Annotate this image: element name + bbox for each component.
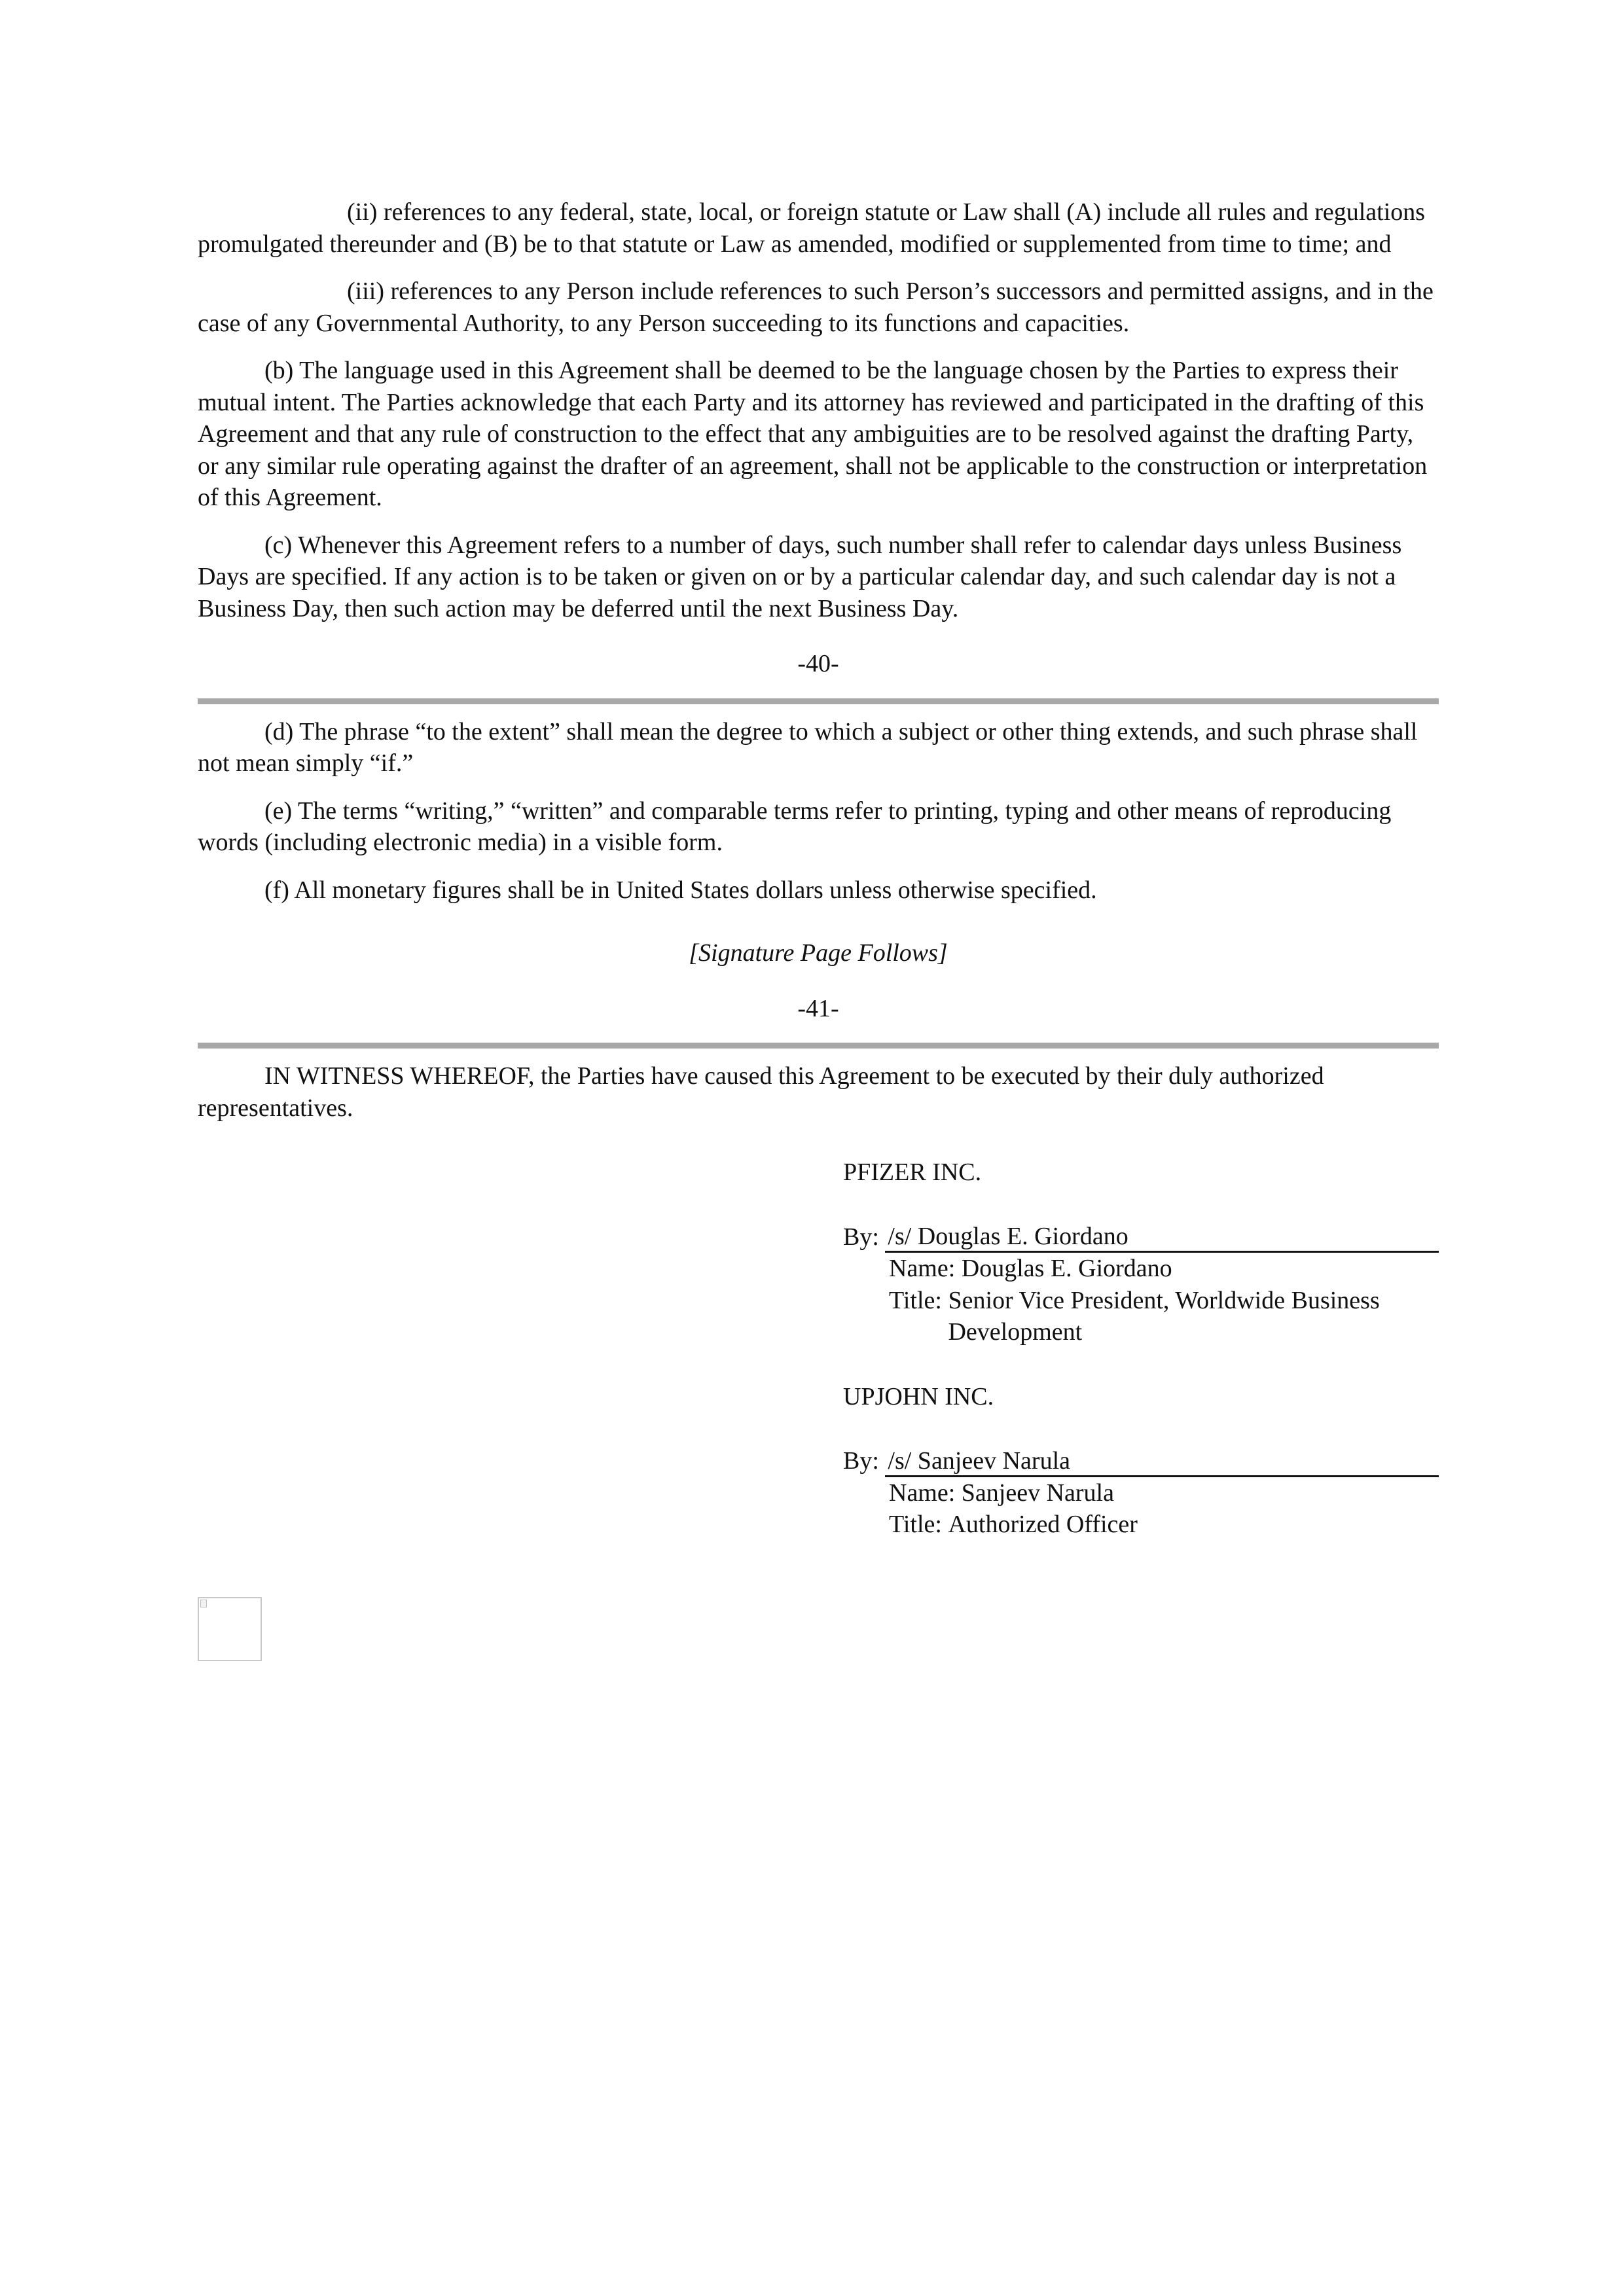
page-number-40: -40- [797, 650, 839, 677]
signatory-title: Senior Vice President, Worldwide Business Development [948, 1286, 1380, 1346]
signature-text: /s/ Sanjeev Narula [885, 1446, 1439, 1477]
signatory-details [843, 1477, 1439, 1541]
signatory-name: Name: Sanjeev Narula [889, 1479, 1114, 1507]
clause-paragraph-e: (e) The terms “writing,” “written” and comparable terms refer to printing, typing and other means of reproducing words (including electronic media) in a visible form. [198, 797, 1392, 856]
signatory-details [843, 1253, 1439, 1348]
company-name: UPJOHN INC. [843, 1382, 994, 1410]
clause-item-iii: (iii) references to any Person include references to such Person’s successors and permitted assigns, and in the case of any Governmental Authority, to any Person succeeding to its functions and capacities. [198, 278, 1434, 337]
signature-block-upjohn [843, 1381, 1439, 1541]
witness-statement: IN WITNESS WHEREOF, the Parties have caused this Agreement to be executed by their duly authorized representatives. [198, 1062, 1324, 1122]
signatory-name: Name: Douglas E. Giordano [889, 1255, 1172, 1282]
clause-paragraph-b: (b) The language used in this Agreement shall be deemed to be the language chosen by the Parties to express their mutual intent. The Parties acknowledge that each Party and its attorney has reviewed and participated in the drafting of this Agreement and that any rule of construction to the effect that any ambiguities are to be resolved against the drafting Party, or any similar rule operating against the drafter of an agreement, shall not be applicable to the construction or interpretation of this Agreement. [198, 357, 1428, 511]
signature-page-follows: [Signature Page Follows] [689, 939, 948, 967]
clause-item-ii: (ii) references to any federal, state, local, or foreign statute or Law shall (A) include all rules and regulations promulgated thereunder and (B) be to that statute or Law as amended, modified or supplemented from time to time; and [198, 198, 1426, 258]
signature-text: /s/ Douglas E. Giordano [885, 1222, 1439, 1253]
clause-paragraph-f: (f) All monetary figures shall be in United States dollars unless otherwise specified. [264, 876, 1097, 904]
clause-paragraph-c: (c) Whenever this Agreement refers to a number of days, such number shall refer to calendar days unless Business Days are specified. If any action is to be taken or given on or by a particular calendar day, and such calendar day is not a Business Day, then such action may be deferred until the next Business Day. [198, 531, 1402, 622]
signature-line [843, 1445, 1439, 1477]
by-label: By: [843, 1447, 886, 1475]
title-label: Title: [889, 1286, 948, 1314]
signature-line [843, 1221, 1439, 1253]
signatory-title-line [889, 1509, 1439, 1541]
company-name: PFIZER INC. [843, 1158, 982, 1186]
document-page [198, 196, 1439, 1541]
broken-image-icon [200, 1600, 207, 1607]
signature-block-pfizer [843, 1157, 1439, 1348]
broken-image-placeholder [198, 1597, 262, 1661]
clause-paragraph-d: (d) The phrase “to the extent” shall mean the degree to which a subject or other thing extends, and such phrase shall not mean simply “if.” [198, 717, 1418, 777]
page-separator [198, 698, 1439, 704]
by-label: By: [843, 1223, 886, 1251]
title-label: Title: [889, 1511, 948, 1538]
page-number-41: -41- [797, 994, 839, 1022]
signatory-title-line [889, 1285, 1439, 1348]
page-separator [198, 1043, 1439, 1049]
signatory-title: Authorized Officer [948, 1511, 1138, 1538]
